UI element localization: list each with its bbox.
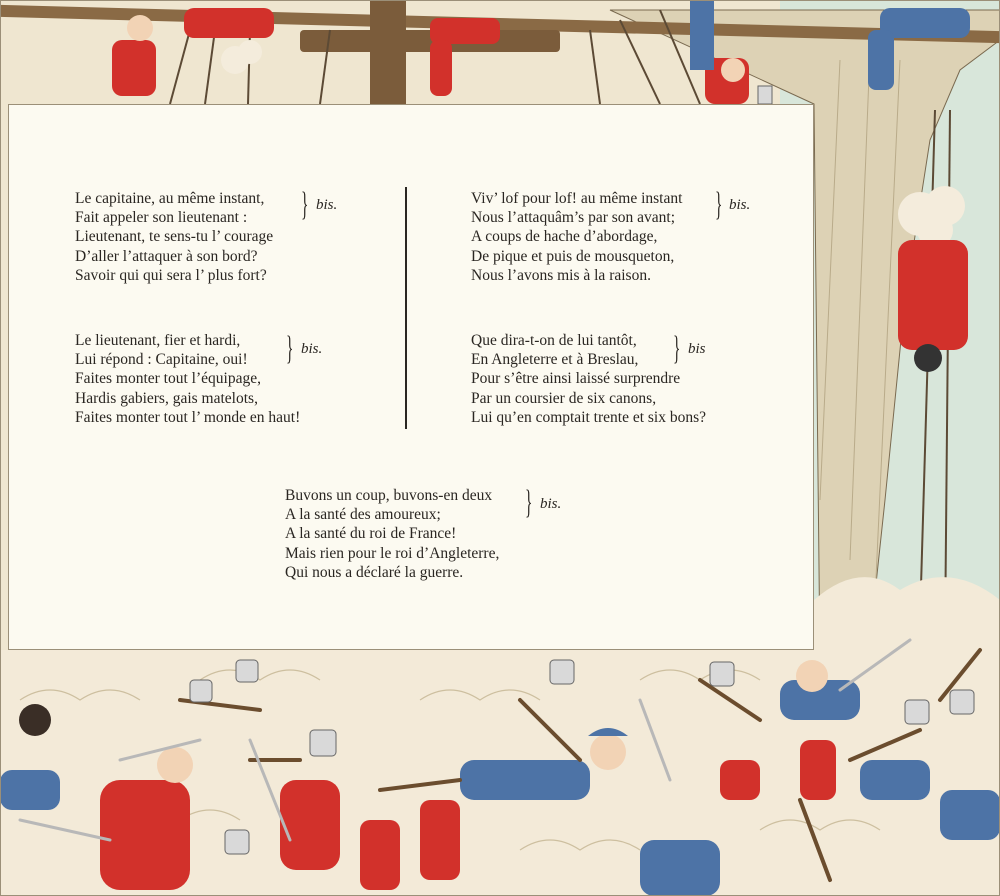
verse-line: D’aller l’attaquer à son bord? [75, 247, 258, 265]
verse-line: A la santé des amoureux; [285, 506, 441, 524]
sailor-icon [184, 8, 274, 38]
verse-line: Mais rien pour le roi d’Angleterre, [285, 544, 500, 562]
verse-line: Que dira-t-on de lui tantôt, [471, 332, 637, 349]
verse-line: Faites monter tout l’équipage, [75, 370, 261, 388]
brace-icon: } [301, 186, 309, 223]
verse-line: Viv’ lof pour lof! au même instant [471, 190, 683, 207]
verse-line: Savoir qui qui sera l’ plus fort? [75, 266, 267, 284]
sailor-icon [940, 790, 1000, 840]
verse-line: Buvons un coup, buvons-en deux [285, 487, 493, 504]
verse-line: Lui répond : Capitaine, oui! [75, 351, 248, 369]
verse-line: Qui nous a déclaré la guerre. [285, 563, 464, 581]
brace-icon: } [525, 484, 533, 521]
brace-icon: } [715, 186, 723, 223]
sailor-icon [860, 760, 930, 800]
column-divider [405, 187, 407, 429]
refrain-mark: bis. [301, 341, 323, 357]
verse-line: Pour s’être ainsi laissé surprendre [471, 370, 681, 388]
verse-line: Nous l’avons mis à la raison. [471, 266, 651, 284]
sailor-icon [280, 780, 340, 870]
verse-line: Fait appeler son lieutenant : [75, 209, 248, 227]
verse-line: Nous l’attaquâm’s par son avant; [471, 209, 676, 227]
verse-line: A coups de hache d’abordage, [471, 228, 658, 246]
verse-line: Lieutenant, te sens-tu l’ courage [75, 228, 274, 246]
brace-icon: } [286, 330, 294, 367]
verse-line: Le capitaine, au même instant, [75, 190, 265, 207]
stanza-1 [75, 189, 273, 285]
verse-line: Par un coursier de six canons, [471, 389, 657, 407]
stanza-3 [471, 189, 682, 285]
stanza-5 [285, 486, 499, 582]
axe-icon [758, 86, 772, 104]
refrain-mark: bis. [316, 197, 338, 213]
verse-line: Hardis gabiers, gais matelots, [75, 389, 258, 407]
refrain-mark: bis. [540, 496, 562, 512]
stanza-2 [75, 331, 300, 427]
stanza-4 [471, 331, 706, 427]
brace-icon: } [673, 330, 681, 367]
refrain-mark: bis. [729, 197, 751, 213]
refrain-mark: bis [688, 341, 706, 357]
sailor-icon [640, 840, 720, 896]
verse-line: Lui qu’en comptait trente et six bons? [471, 408, 707, 426]
lyrics-panel [8, 104, 814, 650]
verse-line: En Angleterre et à Breslau, [471, 351, 639, 369]
verse-line: A la santé du roi de France! [285, 525, 457, 543]
ship-mast-icon [370, 0, 406, 104]
verse-line: De pique et puis de mousqueton, [471, 247, 675, 265]
verse-line: Faites monter tout l’ monde en haut! [75, 408, 301, 426]
verse-line: Le lieutenant, fier et hardi, [75, 332, 241, 349]
